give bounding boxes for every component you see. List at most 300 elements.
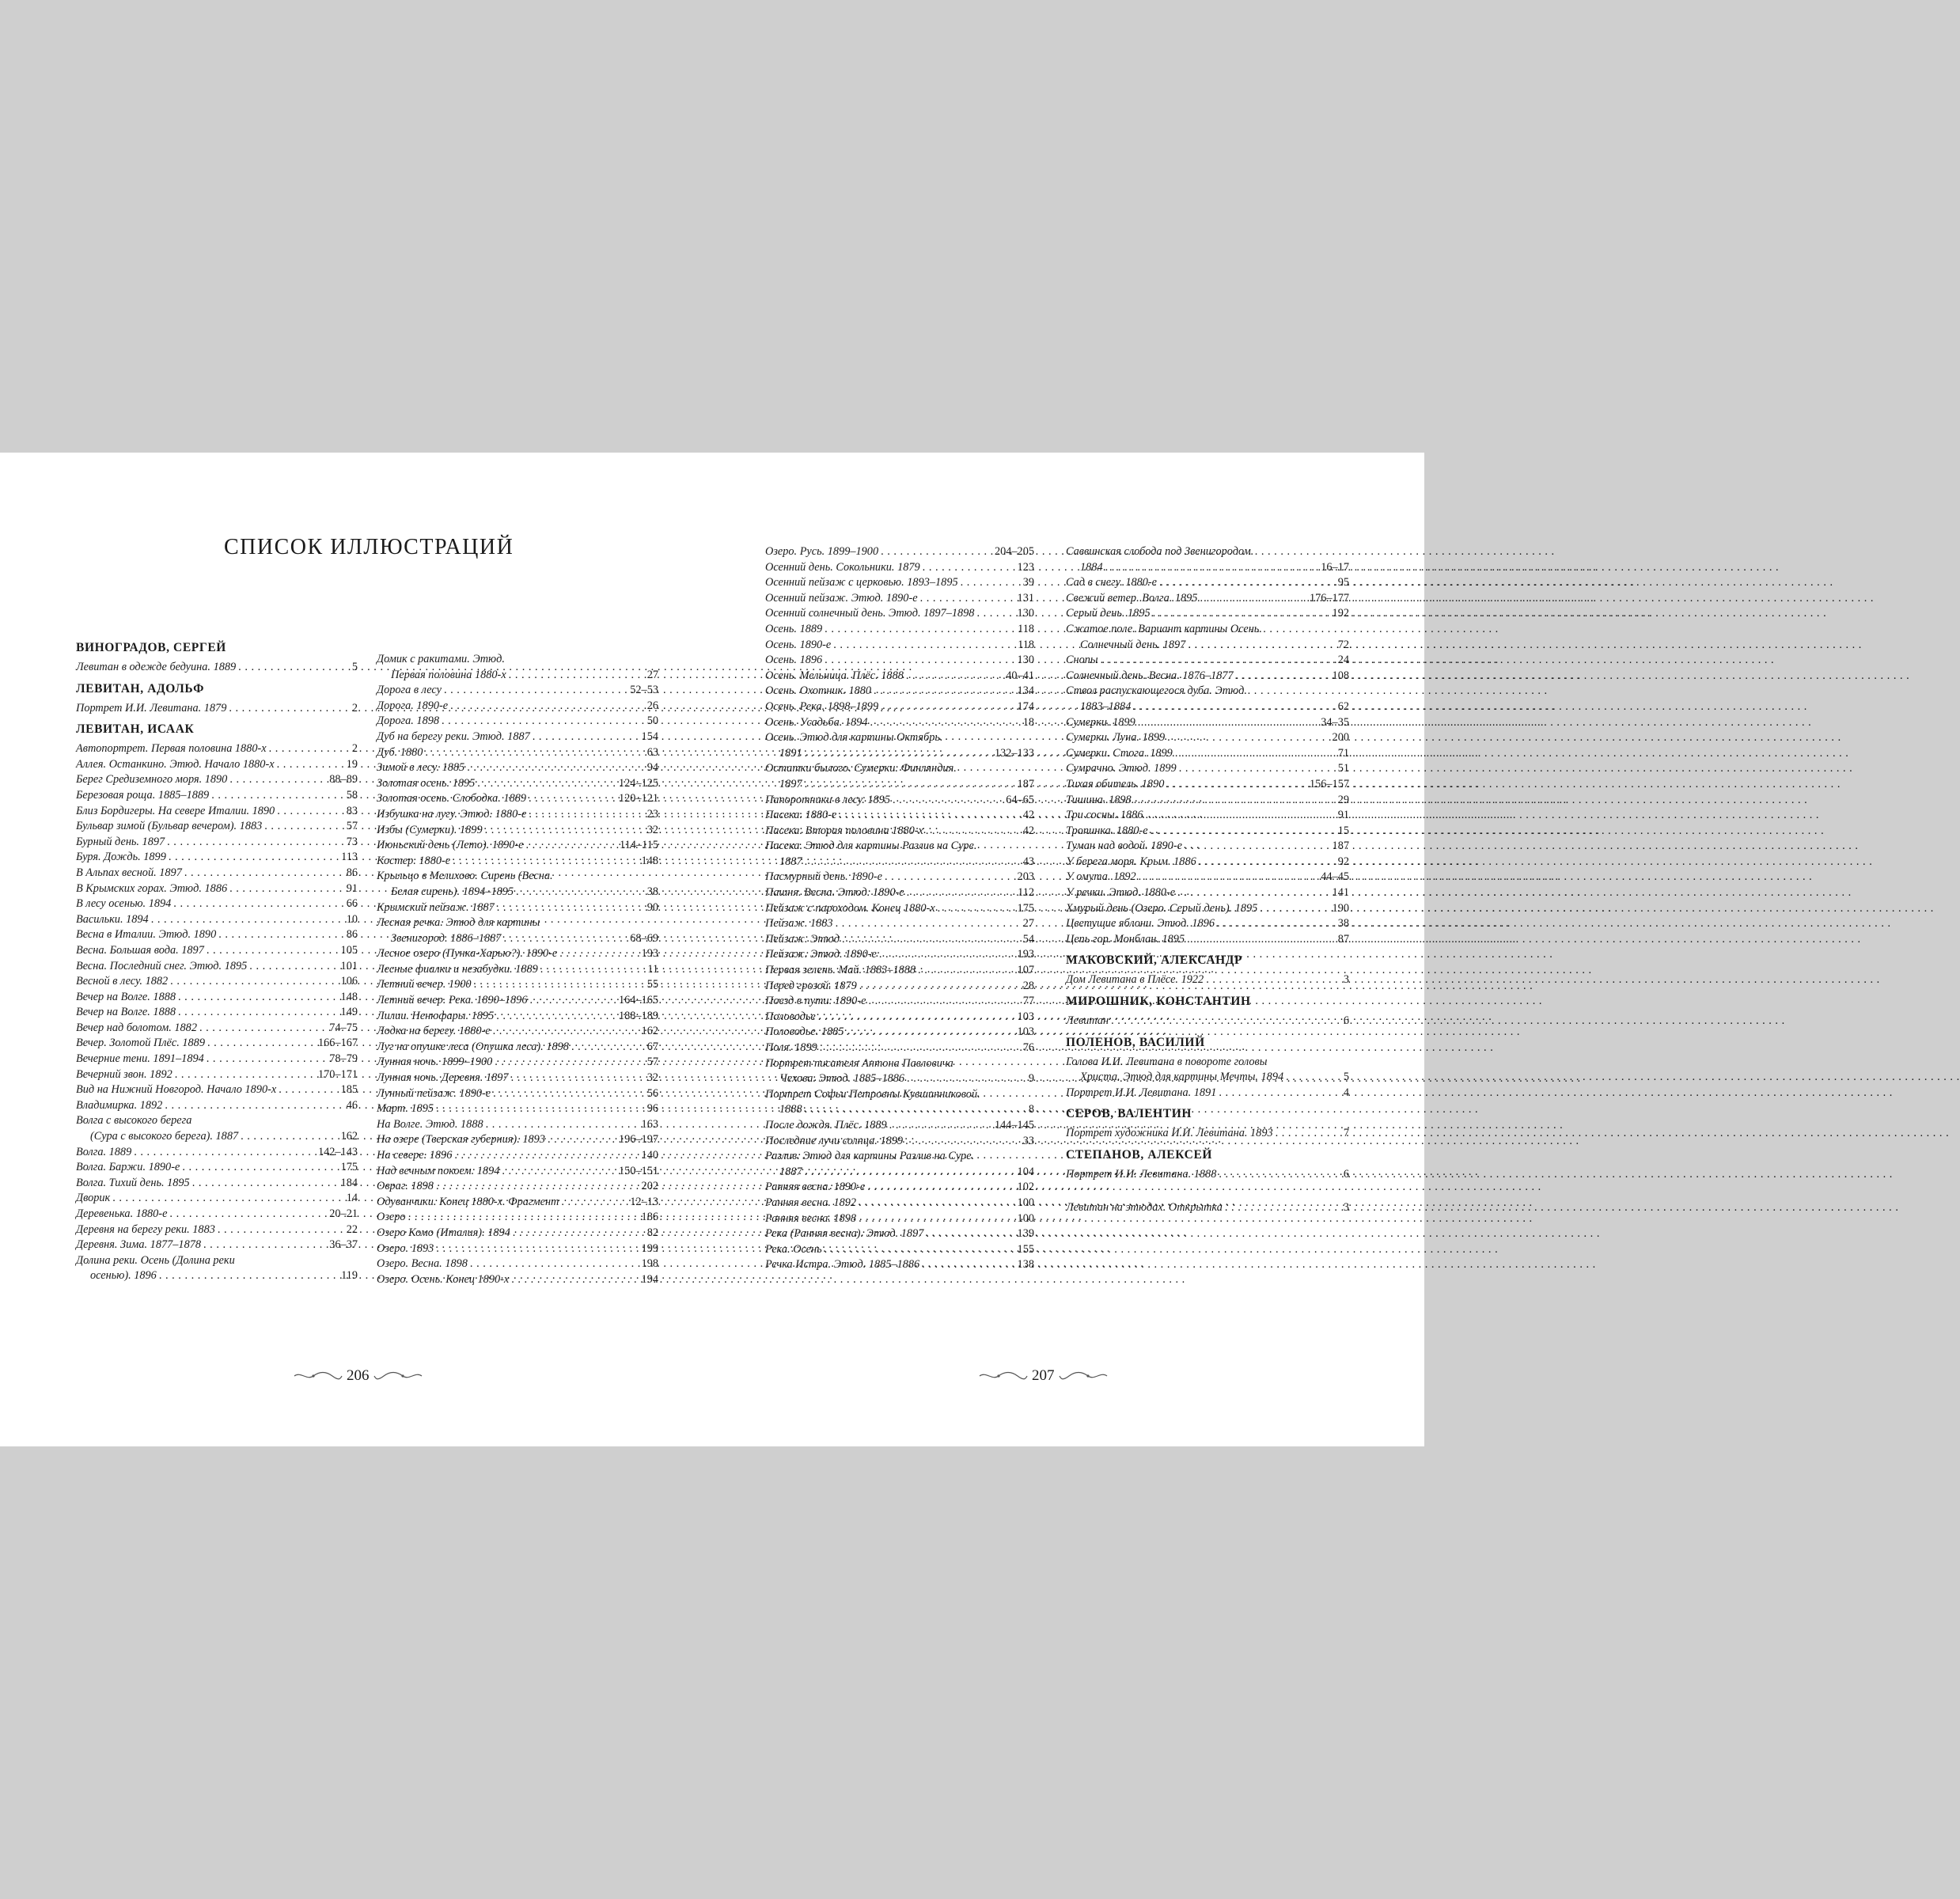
leader-dots <box>1217 916 1336 932</box>
leader-dots <box>889 1118 992 1134</box>
entry-title: Берег Средиземного моря. 1890 <box>76 773 228 787</box>
entry-title: Овраг. 1898 <box>377 1180 434 1193</box>
leader-dots <box>159 1268 339 1284</box>
leader-dots <box>938 901 1015 917</box>
entry-page: 170–171 <box>317 1067 358 1081</box>
leader-dots <box>503 931 627 947</box>
entry-title: Волга. Тихий день. 1895 <box>76 1176 190 1189</box>
index-entry <box>765 699 1034 715</box>
leader-dots <box>922 1257 1014 1273</box>
leader-dots <box>408 1210 639 1226</box>
index-entry <box>1066 972 1349 988</box>
entry-page: 106 <box>340 975 358 988</box>
index-entry <box>76 866 358 881</box>
leader-dots <box>1145 808 1335 824</box>
index-entry <box>377 1071 658 1086</box>
leader-dots <box>859 979 1021 995</box>
entry-title: Половодье <box>765 1010 816 1023</box>
entry-title: 1883–1884 <box>1080 699 1132 713</box>
entry-title: Озеро <box>377 1211 406 1224</box>
entry-page: 148 <box>641 854 658 867</box>
entry-page: 32 <box>646 1071 658 1085</box>
index-entry <box>765 653 1034 669</box>
leader-dots <box>169 1207 327 1222</box>
index-entry <box>1066 622 1349 653</box>
entry-page: 124–125 <box>618 776 658 790</box>
leader-dots <box>238 660 350 676</box>
entry-title: Пейзаж. Этюд <box>765 932 840 946</box>
entry-title: Вечер на Волге. 1888 <box>76 990 176 1003</box>
index-entry <box>377 652 658 683</box>
leader-dots <box>470 1257 639 1272</box>
index-entry <box>765 947 1034 963</box>
leader-dots <box>548 1132 616 1148</box>
entry-page: 118 <box>1018 622 1034 635</box>
leader-dots <box>207 1052 327 1067</box>
leader-dots <box>211 788 344 804</box>
entry-title: Домик с ракитами. Этюд. <box>377 653 505 665</box>
entry-title: Ствол распускающегося дуба. Этюд. <box>1066 684 1247 698</box>
entry-page: 164–165 <box>618 994 658 1007</box>
index-entry <box>1066 653 1349 669</box>
entry-title: Озеро. Осень. Конец 1890-х <box>377 1272 510 1286</box>
leader-dots <box>502 1164 616 1180</box>
entry-page: 200 <box>1332 731 1349 745</box>
index-entry <box>1066 1126 1349 1142</box>
leader-dots <box>1134 793 1336 809</box>
index-entry <box>377 1241 658 1257</box>
entry-page: 77 <box>1022 995 1034 1008</box>
index-entry <box>76 1113 358 1144</box>
leader-dots <box>879 947 1015 963</box>
leader-dots <box>818 1010 1015 1025</box>
entry-page: 162 <box>340 1130 358 1143</box>
entry-title: Золотая осень. 1895 <box>377 776 476 790</box>
entry-page: 134 <box>1017 684 1034 698</box>
ornament-icon <box>1058 1370 1109 1382</box>
leader-dots <box>264 819 343 835</box>
entry-title: Пасека. 1880-е <box>765 809 837 822</box>
entry-title: Сумерки. Стога. 1899 <box>1066 746 1173 760</box>
entry-title: Сумерки. Луна. 1899 <box>1066 731 1166 745</box>
leader-dots <box>509 668 645 684</box>
index-entry <box>377 1101 658 1117</box>
index-entry <box>765 932 1034 948</box>
leader-dots <box>885 870 1015 885</box>
entry-title: Весна в Италии. Этюд. 1890 <box>76 928 217 942</box>
index-entry <box>1066 1200 1349 1216</box>
index-entry <box>76 1176 358 1192</box>
entry-page: 186 <box>641 1211 658 1224</box>
entry-title: В Крымских горах. Этюд. 1886 <box>76 881 228 895</box>
entry-title: Левитан <box>1066 1014 1109 1028</box>
index-entry <box>377 791 658 807</box>
leader-dots <box>493 1024 639 1040</box>
entry-title: Ранняя весна. 1898 <box>765 1211 857 1225</box>
entry-page: 162 <box>641 1025 658 1038</box>
entry-title: Свежий ветер. Волга. 1895 <box>1066 591 1198 605</box>
entry-title: Лунная ночь. Деревня. 1897 <box>377 1071 509 1085</box>
book-spread <box>0 453 1424 1446</box>
index-column-2 <box>377 652 658 1287</box>
entry-page: 27 <box>646 668 658 681</box>
index-entry <box>76 701 358 717</box>
entry-page: 57 <box>646 1056 658 1069</box>
entry-title: Сад в снегу. 1880-е <box>1066 576 1158 589</box>
entry-page: 26 <box>646 699 658 712</box>
artist-heading: ЛЕВИТАН, АДОЛЬФ <box>76 681 205 696</box>
entry-title: Озеро. Русь. 1899–1900 <box>765 545 879 558</box>
leader-dots <box>1139 870 1319 885</box>
index-entry <box>76 1160 358 1176</box>
index-entry <box>377 977 658 993</box>
entry-page: 90 <box>646 900 658 914</box>
entry-title: Деревня на берегу реки. 1883 <box>76 1222 215 1236</box>
entry-title: Вечерние тени. 1891–1894 <box>76 1052 204 1066</box>
entry-title: Дуб. 1880 <box>377 745 423 759</box>
entry-page: 149 <box>340 1006 358 1019</box>
index-entry <box>76 1238 358 1253</box>
entry-title: Осенний день. Сокольники. 1879 <box>765 560 920 574</box>
leader-dots <box>1177 885 1329 901</box>
entry-title: Крыльцо в Мелихово. Сирень (Весна. <box>377 870 553 883</box>
entry-title: Звенигород. 1886–1887 <box>391 931 502 945</box>
entry-page: 176–177 <box>1309 591 1349 605</box>
index-entry <box>1066 761 1349 777</box>
entry-title: Бульвар зимой (Бульвар вечером). 1883 <box>76 820 263 833</box>
entry-page: 16–17 <box>1321 560 1349 574</box>
entry-page: 23 <box>646 807 658 821</box>
entry-title: В Альпах весной. 1897 <box>76 866 182 879</box>
leader-dots <box>920 591 1015 607</box>
index-entry <box>1066 1086 1349 1101</box>
leader-dots <box>559 946 639 962</box>
leader-dots <box>923 560 1015 576</box>
leader-dots <box>516 885 645 900</box>
entry-title: Лунный пейзаж. 1890-е <box>377 1086 491 1100</box>
entry-page: 8 <box>1028 1103 1034 1116</box>
entry-title: Осень. Река. 1898–1899 <box>765 699 879 713</box>
entry-page: 6 <box>1343 1168 1349 1181</box>
entry-title: Июньский день (Лето). 1890-е <box>377 839 524 852</box>
entry-title: Осенний пейзаж с церковью. 1893–1895 <box>765 576 958 589</box>
entry-page: 83 <box>346 804 358 817</box>
entry-page: 193 <box>641 947 658 961</box>
leader-dots <box>846 1025 1014 1040</box>
index-entry <box>765 715 1034 731</box>
index-entry <box>765 730 1034 761</box>
entry-page: 101 <box>340 959 358 972</box>
entry-title: Голова И.И. Левитана в повороте головы <box>1066 1055 1268 1068</box>
index-entry <box>377 1257 658 1272</box>
index-entry <box>765 1211 1034 1227</box>
entry-title: Христа. Этюд для картины Мечты. 1894 <box>1080 1071 1284 1084</box>
entry-title: Пейзаж. 1883 <box>765 917 833 931</box>
index-entry <box>1066 855 1349 870</box>
leader-dots <box>529 807 644 823</box>
index-entry <box>765 761 1034 792</box>
leader-dots <box>540 962 645 978</box>
entry-title: Озеро. 1893 <box>377 1241 434 1255</box>
entry-title: Бурный день. 1897 <box>76 835 165 848</box>
leader-dots <box>1225 1200 1341 1216</box>
leader-dots <box>474 977 645 993</box>
artist-heading: ВИНОГРАДОВ, СЕРГЕЙ <box>76 641 226 654</box>
entry-title: Озеро Комо (Италия). 1894 <box>377 1226 510 1239</box>
entry-page: 67 <box>646 1040 658 1053</box>
leader-dots <box>269 741 350 757</box>
index-entry <box>1066 1167 1349 1183</box>
leader-dots <box>561 1195 627 1211</box>
index-entry <box>377 714 658 730</box>
entry-title: Крымский пейзаж. 1887 <box>377 900 495 914</box>
entry-page: 100 <box>1017 1211 1034 1225</box>
leader-dots <box>453 854 639 870</box>
leader-dots <box>867 1180 1014 1196</box>
entry-title: Снопы <box>1066 654 1098 667</box>
entry-page: 142–143 <box>317 1145 358 1158</box>
entry-title: Осень. Охотник. 1880 <box>765 684 872 698</box>
index-entry <box>1066 715 1349 731</box>
entry-title: Дом Левитана в Плёсе. 1922 <box>1066 973 1204 987</box>
entry-page: 62 <box>1337 699 1349 713</box>
leader-dots <box>893 793 1003 809</box>
entry-page: 14 <box>346 1192 358 1205</box>
entry-title: Васильки. 1894 <box>76 912 149 926</box>
entry-title: Буря. Дождь. 1899 <box>76 851 166 864</box>
index-entry <box>765 1118 1034 1134</box>
index-entry <box>377 1009 658 1025</box>
entry-page: 7 <box>1343 1127 1349 1140</box>
index-entry <box>765 994 1034 1010</box>
entry-page: 19 <box>346 757 358 771</box>
ornament-icon <box>293 1370 343 1382</box>
entry-title: Солнечный день. 1897 <box>1080 638 1186 651</box>
leader-dots <box>839 808 1020 824</box>
index-entry <box>1066 885 1349 901</box>
entry-page: 78–79 <box>329 1052 358 1066</box>
index-entry <box>765 591 1034 607</box>
index-entry <box>76 1052 358 1067</box>
leader-dots <box>529 993 616 1009</box>
index-entry <box>1066 730 1349 746</box>
entry-title: Сумрачно. Этюд. 1899 <box>1066 762 1177 775</box>
entry-page: 190 <box>1332 901 1349 915</box>
entry-title: Пасека. Вторая половина 1880-х <box>765 824 923 837</box>
entry-page: 46 <box>346 1098 358 1112</box>
leader-dots <box>1167 730 1329 746</box>
entry-title: На Волге. Этюд. 1888 <box>377 1117 483 1131</box>
index-entry <box>377 838 658 854</box>
entry-title: На севере. 1896 <box>377 1149 453 1162</box>
entry-page: 175 <box>340 1161 358 1174</box>
entry-title: 1884 <box>1080 560 1103 574</box>
entry-page: 56 <box>646 1086 658 1100</box>
index-entry <box>765 1149 1034 1180</box>
leader-dots <box>511 1071 645 1086</box>
leader-dots <box>926 824 1021 840</box>
entry-page: 3 <box>1343 973 1349 987</box>
entry-page: 71 <box>1337 746 1349 760</box>
index-entry <box>765 1040 1034 1056</box>
entry-title: Пашня. Весна. Этюд. 1890-е <box>765 886 904 900</box>
leader-dots <box>436 1101 645 1117</box>
ornament-icon <box>978 1370 1029 1382</box>
entry-title: Осень. 1889 <box>765 622 823 635</box>
index-column-1 <box>76 639 358 1284</box>
entry-page: 198 <box>641 1257 658 1271</box>
leader-dots <box>976 606 1014 622</box>
entry-page: 108 <box>1332 669 1349 682</box>
entry-page: 104 <box>1017 1165 1034 1178</box>
entry-page: 28 <box>1022 979 1034 992</box>
entry-page: 38 <box>646 885 658 898</box>
leader-dots <box>907 885 1015 901</box>
entry-page: 107 <box>1017 964 1034 977</box>
index-entry <box>377 807 658 823</box>
entry-title: Папоротники в лесу. 1895 <box>765 793 891 806</box>
index-entry <box>76 850 358 866</box>
entry-title: Аллея. Останкино. Этюд. Начало 1880-х <box>76 757 275 771</box>
entry-title: осенью). 1896 <box>90 1269 157 1283</box>
leader-dots <box>859 1196 1014 1211</box>
index-entry <box>76 1253 358 1284</box>
entry-title: Три сосны. 1886 <box>1066 809 1143 822</box>
page-title: СПИСОК ИЛЛЮСТРАЦИЙ <box>224 535 514 559</box>
entry-page: 96 <box>646 1102 658 1116</box>
ornament-icon <box>373 1370 423 1382</box>
entry-page: 154 <box>641 730 658 743</box>
index-entry <box>377 760 658 776</box>
leader-dots <box>511 1272 639 1288</box>
index-entry <box>765 963 1034 979</box>
index-entry <box>1066 591 1349 607</box>
entry-title: (Сура с высокого берега). 1887 <box>90 1130 239 1143</box>
entry-page: 185 <box>340 1083 358 1097</box>
entry-page: 91 <box>1337 809 1349 822</box>
leader-dots <box>1219 1167 1340 1183</box>
entry-page: 43 <box>1022 855 1034 868</box>
entry-page: 76 <box>1022 1041 1034 1054</box>
entry-title: Весной в лесу. 1882 <box>76 975 169 988</box>
entry-page: 39 <box>1022 576 1034 589</box>
leader-dots <box>961 575 1021 591</box>
leader-dots <box>1200 591 1306 607</box>
leader-dots <box>170 974 338 990</box>
index-entry <box>765 916 1034 932</box>
entry-title: Пасека. Этюд для картины Разлив на Суре. <box>765 840 977 853</box>
leader-dots <box>229 701 349 717</box>
entry-title: Портрет художника И.И. Левитана. 1893 <box>1066 1127 1273 1140</box>
entry-page: 55 <box>646 978 658 991</box>
index-entry <box>765 824 1034 840</box>
index-entry <box>76 741 358 757</box>
entry-title: Солнечный день. Весна. 1876–1877 <box>1066 669 1234 682</box>
leader-dots <box>436 1241 639 1257</box>
leader-dots <box>833 638 1015 654</box>
index-entry <box>76 1082 358 1098</box>
entry-title: Последние лучи солнца. 1899 <box>765 1134 904 1147</box>
entry-title: Летний вечер. Река. 1890–1896 <box>377 994 528 1007</box>
index-entry <box>765 885 1034 901</box>
leader-dots <box>1159 575 1336 591</box>
index-entry <box>1066 916 1349 932</box>
entry-page: 163 <box>641 1117 658 1131</box>
leader-dots <box>907 1071 1026 1087</box>
entry-page: 148 <box>340 990 358 1003</box>
entry-page: 5 <box>1343 1071 1349 1084</box>
index-entry <box>76 1191 358 1207</box>
leader-dots <box>167 835 344 851</box>
leader-dots <box>1188 638 1335 654</box>
index-entry <box>377 915 658 946</box>
entry-page: 22 <box>346 1222 358 1236</box>
entry-title: Половодье. 1885 <box>765 1025 844 1039</box>
entry-title: Лесная речка. Этюд для картины <box>377 916 540 930</box>
leader-dots <box>513 1226 645 1241</box>
leader-dots <box>495 1055 644 1071</box>
index-entry <box>377 1040 658 1056</box>
leader-dots <box>874 684 1015 699</box>
entry-page: 12–13 <box>630 1195 658 1208</box>
leader-dots <box>442 714 645 730</box>
entry-title: Дорога в лесу <box>377 684 442 697</box>
leader-dots <box>218 1222 344 1238</box>
index-entry <box>377 962 658 978</box>
index-entry <box>377 776 658 792</box>
entry-page: 184 <box>340 1176 358 1189</box>
index-entry <box>765 870 1034 885</box>
entry-page: 58 <box>346 788 358 802</box>
entry-title: Весна. Последний снег. Этюд. 1895 <box>76 959 248 972</box>
leader-dots <box>906 669 1003 684</box>
entry-page: 100 <box>1017 1196 1034 1209</box>
leader-dots <box>485 823 645 839</box>
entry-title: Осень. Этюд для картины Октябрь. <box>765 731 943 745</box>
entry-title: Лунная ночь. 1899–1900 <box>377 1056 493 1069</box>
leader-dots <box>825 653 1014 669</box>
entry-title: Левитан в одежде бедуина. 1889 <box>76 661 237 673</box>
leader-dots <box>1111 1014 1341 1029</box>
entry-title: Сжатое поле. Вариант картины Осень. <box>1066 622 1262 635</box>
index-entry <box>1066 606 1349 622</box>
index-entry <box>765 544 1034 560</box>
leader-dots <box>881 699 1014 715</box>
entry-title: Дорога. 1890-е <box>377 699 449 712</box>
entry-page: 119 <box>341 1269 358 1283</box>
entry-title: Избы (Сумерки). 1899 <box>377 823 483 836</box>
index-entry <box>765 1226 1034 1242</box>
entry-page: 193 <box>1017 948 1034 961</box>
leader-dots <box>526 838 617 854</box>
entry-title: У берега моря. Крым. 1886 <box>1066 855 1196 868</box>
leader-dots <box>199 1021 327 1037</box>
index-entry <box>765 1257 1034 1273</box>
entry-page: 187 <box>1017 777 1034 790</box>
entry-page: 202 <box>641 1180 658 1193</box>
entry-title: После дождя. Плёс. 1889 <box>765 1118 887 1131</box>
entry-title: На озере (Тверская губерния). 1893 <box>377 1133 545 1147</box>
leader-dots <box>467 760 645 776</box>
entry-page: 44–45 <box>1321 870 1349 884</box>
leader-dots <box>496 1009 616 1025</box>
index-entry <box>76 912 358 928</box>
entry-title: Первая зелень. Май. 1883–1888 <box>765 964 916 977</box>
page-number-left: 206 <box>347 1367 370 1384</box>
index-entry <box>377 823 658 839</box>
leader-dots <box>1260 901 1329 917</box>
index-entry <box>377 745 658 761</box>
